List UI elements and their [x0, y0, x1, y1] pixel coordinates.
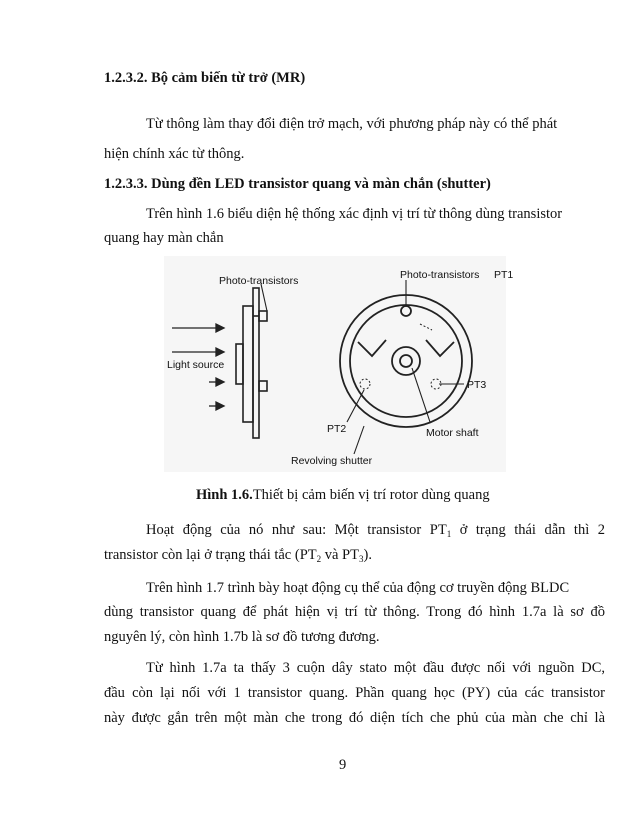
section-heading-1-2-3-2: 1.2.3.2. Bộ cảm biến từ trở (MR) [104, 70, 306, 86]
label-photo-transistors-left: Photo-transistors [219, 275, 299, 287]
paragraph-3-line-1 [146, 522, 605, 539]
paragraph-4-line-3: nguyên lý, còn hình 1.7b là sơ đồ tương đương. [104, 629, 380, 645]
paragraph-1-line-2: hiện chính xác từ thông. [104, 146, 245, 162]
paragraph-2-line-2: quang hay màn chắn [104, 230, 224, 246]
paragraph-5-line-3: này được gắn trên một màn che trong đó diện tích che phủ của màn che chỉ là [104, 710, 605, 726]
paragraph-3-line-2-text-b: và PT [321, 547, 359, 563]
paragraph-3-line-1-text-b: ở trạng thái dẫn thì 2 [451, 522, 605, 538]
paragraph-4-line-2: dùng transistor quang để phát hiện vị trí từ thông. Trong đó hình 1.7a là sơ đồ [104, 604, 605, 620]
page-number: 9 [339, 757, 347, 773]
revolving-shutter-drawing [340, 295, 472, 427]
figure-caption-number: Hình 1.6. [196, 487, 253, 503]
paragraph-2-line-1: Trên hình 1.6 biểu diện hệ thống xác định vị trí từ thông dùng transistor [146, 206, 563, 222]
figure-caption [196, 487, 490, 504]
label-light-source: Light source [167, 359, 225, 371]
paragraph-3-line-2-text-a: transistor còn lại ở trạng thái tắc (PT [104, 547, 317, 563]
section-heading-1-2-3-3: 1.2.3.3. Dùng đền LED transistor quang và màn chắn (shutter) [104, 176, 491, 192]
light-source-body [236, 288, 267, 438]
figure-caption-text: Thiết bị cảm biến vị trí rotor dùng quang [252, 487, 490, 503]
label-motor-shaft: Motor shaft [426, 427, 479, 439]
paragraph-3-line-1-subscript: 1 [446, 529, 452, 539]
paragraph-5-line-1: Từ hình 1.7a ta thấy 3 cuộn dây stato một đầu được nối với nguồn DC, [146, 660, 605, 676]
figure-1-6-diagram [164, 256, 514, 472]
paragraph-3-line-2-subscript-1: 2 [316, 554, 322, 564]
paragraph-3-line-2-subscript-2: 3 [358, 554, 364, 564]
paragraph-3-line-2 [104, 547, 372, 564]
paragraph-4-line-1: Trên hình 1.7 trình bày hoạt động cụ thể của động cơ truyền động BLDC [146, 580, 570, 596]
paragraph-5-line-2: đầu còn lại nối với 1 transistor quang. Phần quang học (PY) của các transistor [104, 685, 605, 701]
label-pt2: PT2 [327, 423, 347, 435]
label-pt3: PT3 [467, 379, 487, 391]
label-revolving-shutter: Revolving shutter [291, 455, 373, 467]
label-photo-transistors-right: Photo-transistors [400, 269, 480, 281]
paragraph-1-line-1: Từ thông làm thay đổi điện trở mạch, với phương pháp này có thể phát [146, 116, 558, 132]
optical-sensor-diagram [164, 256, 514, 472]
label-pt1: PT1 [494, 269, 514, 281]
paragraph-3-line-2-text-c: ). [363, 547, 372, 563]
paragraph-3-line-1-text-a: Hoạt động của nó như sau: Một transistor PT [146, 522, 447, 538]
